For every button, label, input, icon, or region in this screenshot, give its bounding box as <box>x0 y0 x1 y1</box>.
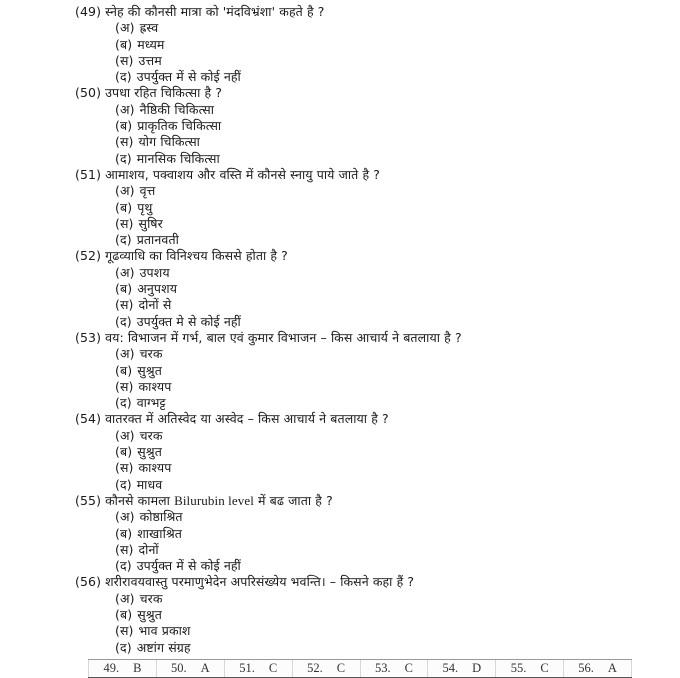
answer-letter: A <box>607 661 617 675</box>
option-text: प्राकृतिक चिकित्सा <box>137 118 222 134</box>
option <box>0 53 680 69</box>
option-text: भाव प्रकाश <box>138 623 191 639</box>
option <box>0 183 680 199</box>
option-label: (ब) <box>115 525 133 541</box>
option <box>0 37 680 53</box>
answer-number: 53. <box>374 661 391 675</box>
option <box>0 346 680 362</box>
option-text: ह्रस्व <box>139 20 159 36</box>
option <box>0 102 680 118</box>
question-title <box>0 248 680 264</box>
option-label: (ब) <box>115 199 133 215</box>
option-text: चरक <box>139 590 163 606</box>
question-text-before: कौनसे कामला <box>105 492 170 508</box>
option <box>0 558 680 574</box>
option <box>0 297 680 313</box>
option-label: (अ) <box>115 101 135 117</box>
question-number: (54) <box>75 411 102 427</box>
answer-letter: C <box>268 661 278 675</box>
answer-key-cell <box>361 660 429 677</box>
question-text: शरीरावयवास्तु परमाणुभेदेन अपरिसंख्येय भवन्ति। – किसने कहा हैं ? <box>105 574 415 590</box>
question-title <box>0 411 680 427</box>
question-50 <box>0 85 680 166</box>
question-number: (56) <box>75 574 102 590</box>
question-number: (51) <box>75 166 102 182</box>
option-text: दोनों से <box>138 297 172 313</box>
option-label: (स) <box>115 460 134 476</box>
option-label: (द) <box>115 639 132 655</box>
option <box>0 134 680 150</box>
option <box>0 232 680 248</box>
option-text: योग चिकित्सा <box>138 134 200 150</box>
question-53 <box>0 330 680 411</box>
answer-number: 50. <box>170 661 187 675</box>
question-title <box>0 167 680 183</box>
option <box>0 69 680 85</box>
question-number: (52) <box>75 248 102 264</box>
answer-key-bar <box>88 659 632 678</box>
option <box>0 623 680 639</box>
option-label: (अ) <box>115 509 135 525</box>
option-label: (अ) <box>115 427 135 443</box>
question-title <box>0 85 680 101</box>
option <box>0 314 680 330</box>
option-text: मानसिक चिकित्सा <box>136 150 220 166</box>
answer-number: 52. <box>307 661 323 675</box>
question-54 <box>0 411 680 492</box>
answer-key-cell <box>88 660 157 677</box>
option-text: उत्तम <box>138 52 162 68</box>
option-label: (अ) <box>115 346 135 362</box>
answer-key-cell <box>157 660 225 677</box>
option-text: सुषिर <box>138 215 163 231</box>
option-text: उपर्युक्त मे से कोई नहीं <box>136 313 241 329</box>
option-label: (ब) <box>115 118 133 134</box>
question-text: वय: विभाजन में गर्भ, बाल एवं कुमार विभाजन – किस आचार्य ने बतलाया है ? <box>105 329 462 345</box>
option-label: (ब) <box>115 606 133 622</box>
option-text: उपशय <box>139 264 170 280</box>
option <box>0 607 680 623</box>
option <box>0 395 680 411</box>
option <box>0 477 680 493</box>
option-label: (अ) <box>115 183 135 199</box>
option-label: (अ) <box>115 20 135 36</box>
question-title <box>0 4 680 20</box>
option <box>0 151 680 167</box>
question-55 <box>0 493 680 574</box>
answer-key-cell <box>225 660 293 677</box>
question-title <box>0 493 680 509</box>
question-number: (49) <box>75 4 102 19</box>
option-label: (द) <box>115 69 132 85</box>
question-text: उपधा रहित चिकित्सा है ? <box>105 85 223 101</box>
option-text: दोनों <box>138 541 159 557</box>
option-text: उपर्युक्त में से कोई नहीं <box>136 558 241 574</box>
option <box>0 281 680 297</box>
option-label: (ब) <box>115 281 133 297</box>
question-page <box>0 4 680 656</box>
option-text: मध्यम <box>137 36 165 52</box>
option-label: (स) <box>115 378 134 394</box>
question-number: (53) <box>75 329 102 345</box>
question-text: गूढव्याधि का विनिश्चय किससे होता है ? <box>105 248 288 264</box>
option-label: (अ) <box>115 590 135 606</box>
question-52 <box>0 248 680 329</box>
option-text: नैष्ठिकी चिकित्सा <box>139 101 215 117</box>
option-text: शाखाश्रित <box>137 525 183 541</box>
option-label: (स) <box>115 52 134 68</box>
answer-number: 55. <box>510 661 527 675</box>
option-text: कोष्ठाश्रित <box>139 509 183 525</box>
question-text-after: में बढ जाता है ? <box>258 492 333 508</box>
option <box>0 379 680 395</box>
option <box>0 526 680 542</box>
option-label: (द) <box>115 313 132 329</box>
answer-number: 56. <box>578 661 594 675</box>
answer-letter: B <box>133 661 142 675</box>
option-label: (द) <box>115 150 132 166</box>
option <box>0 265 680 281</box>
answer-key-cell <box>293 660 361 677</box>
option <box>0 216 680 232</box>
option-text: चरक <box>139 346 163 362</box>
option <box>0 118 680 134</box>
option <box>0 460 680 476</box>
question-51 <box>0 167 680 248</box>
option-text: उपर्युक्त में से कोई नहीं <box>136 69 241 85</box>
option-label: (स) <box>115 623 134 639</box>
option-label: (स) <box>115 134 134 150</box>
option-label: (द) <box>115 558 132 574</box>
option <box>0 509 680 525</box>
option-text: सुश्रुत <box>137 362 162 378</box>
option-text: वाग्भट्ट <box>136 395 166 411</box>
answer-letter: A <box>200 661 210 675</box>
option-text: अनुपशय <box>137 281 178 297</box>
option-label: (स) <box>115 297 134 313</box>
option-label: (द) <box>115 395 132 411</box>
option-text: सुश्रुत <box>137 444 162 460</box>
option-label: (स) <box>115 541 134 557</box>
answer-key-cell <box>564 660 632 677</box>
option-label: (अ) <box>115 264 135 280</box>
question-title <box>0 330 680 346</box>
option <box>0 444 680 460</box>
option-label: (ब) <box>115 362 133 378</box>
question-number: (55) <box>75 492 102 508</box>
option-label: (स) <box>115 215 134 231</box>
option-text: सुश्रुत <box>137 606 162 622</box>
option <box>0 428 680 444</box>
option-text: पृथु <box>137 199 153 215</box>
option-label: (ब) <box>115 444 133 460</box>
answer-letter: D <box>472 661 482 675</box>
option <box>0 640 680 656</box>
option <box>0 542 680 558</box>
answer-letter: C <box>404 661 413 675</box>
option <box>0 591 680 607</box>
question-number: (50) <box>75 85 102 101</box>
question-49 <box>0 4 680 85</box>
option-label: (द) <box>115 232 132 248</box>
option-text: वृत्त <box>139 183 156 199</box>
answer-key-cell <box>428 660 496 677</box>
option-label: (ब) <box>115 36 133 52</box>
question-text-english: Bilurubin level <box>174 492 254 508</box>
question-title <box>0 574 680 590</box>
option <box>0 20 680 36</box>
answer-number: 51. <box>239 661 255 675</box>
option-text: माधव <box>136 476 163 492</box>
answer-letter: C <box>540 661 549 675</box>
question-56 <box>0 574 680 655</box>
option-text: प्रतानवती <box>136 232 179 248</box>
answer-letter: C <box>336 661 346 675</box>
option-label: (द) <box>115 476 132 492</box>
option-text: काश्यप <box>138 378 172 394</box>
option-text: काश्यप <box>138 460 172 476</box>
question-text: स्नेह की कौनसी मात्रा को 'मंदविभ्रंशा' कहते है ? <box>105 4 325 19</box>
option <box>0 200 680 216</box>
option-text: अष्टांग संग्रह <box>136 639 191 655</box>
question-text: वातरक्त में अतिस्वेद या अस्वेद – किस आचार्य ने बतलाया है ? <box>105 411 389 427</box>
option <box>0 363 680 379</box>
option-text: चरक <box>139 427 163 443</box>
answer-number: 54. <box>442 661 459 675</box>
answer-number: 49. <box>103 661 120 675</box>
answer-key-cell <box>496 660 564 677</box>
question-text: आमाशय, पक्वाशय और वस्ति में कौनसे स्नायु पाये जाते है ? <box>105 166 381 182</box>
